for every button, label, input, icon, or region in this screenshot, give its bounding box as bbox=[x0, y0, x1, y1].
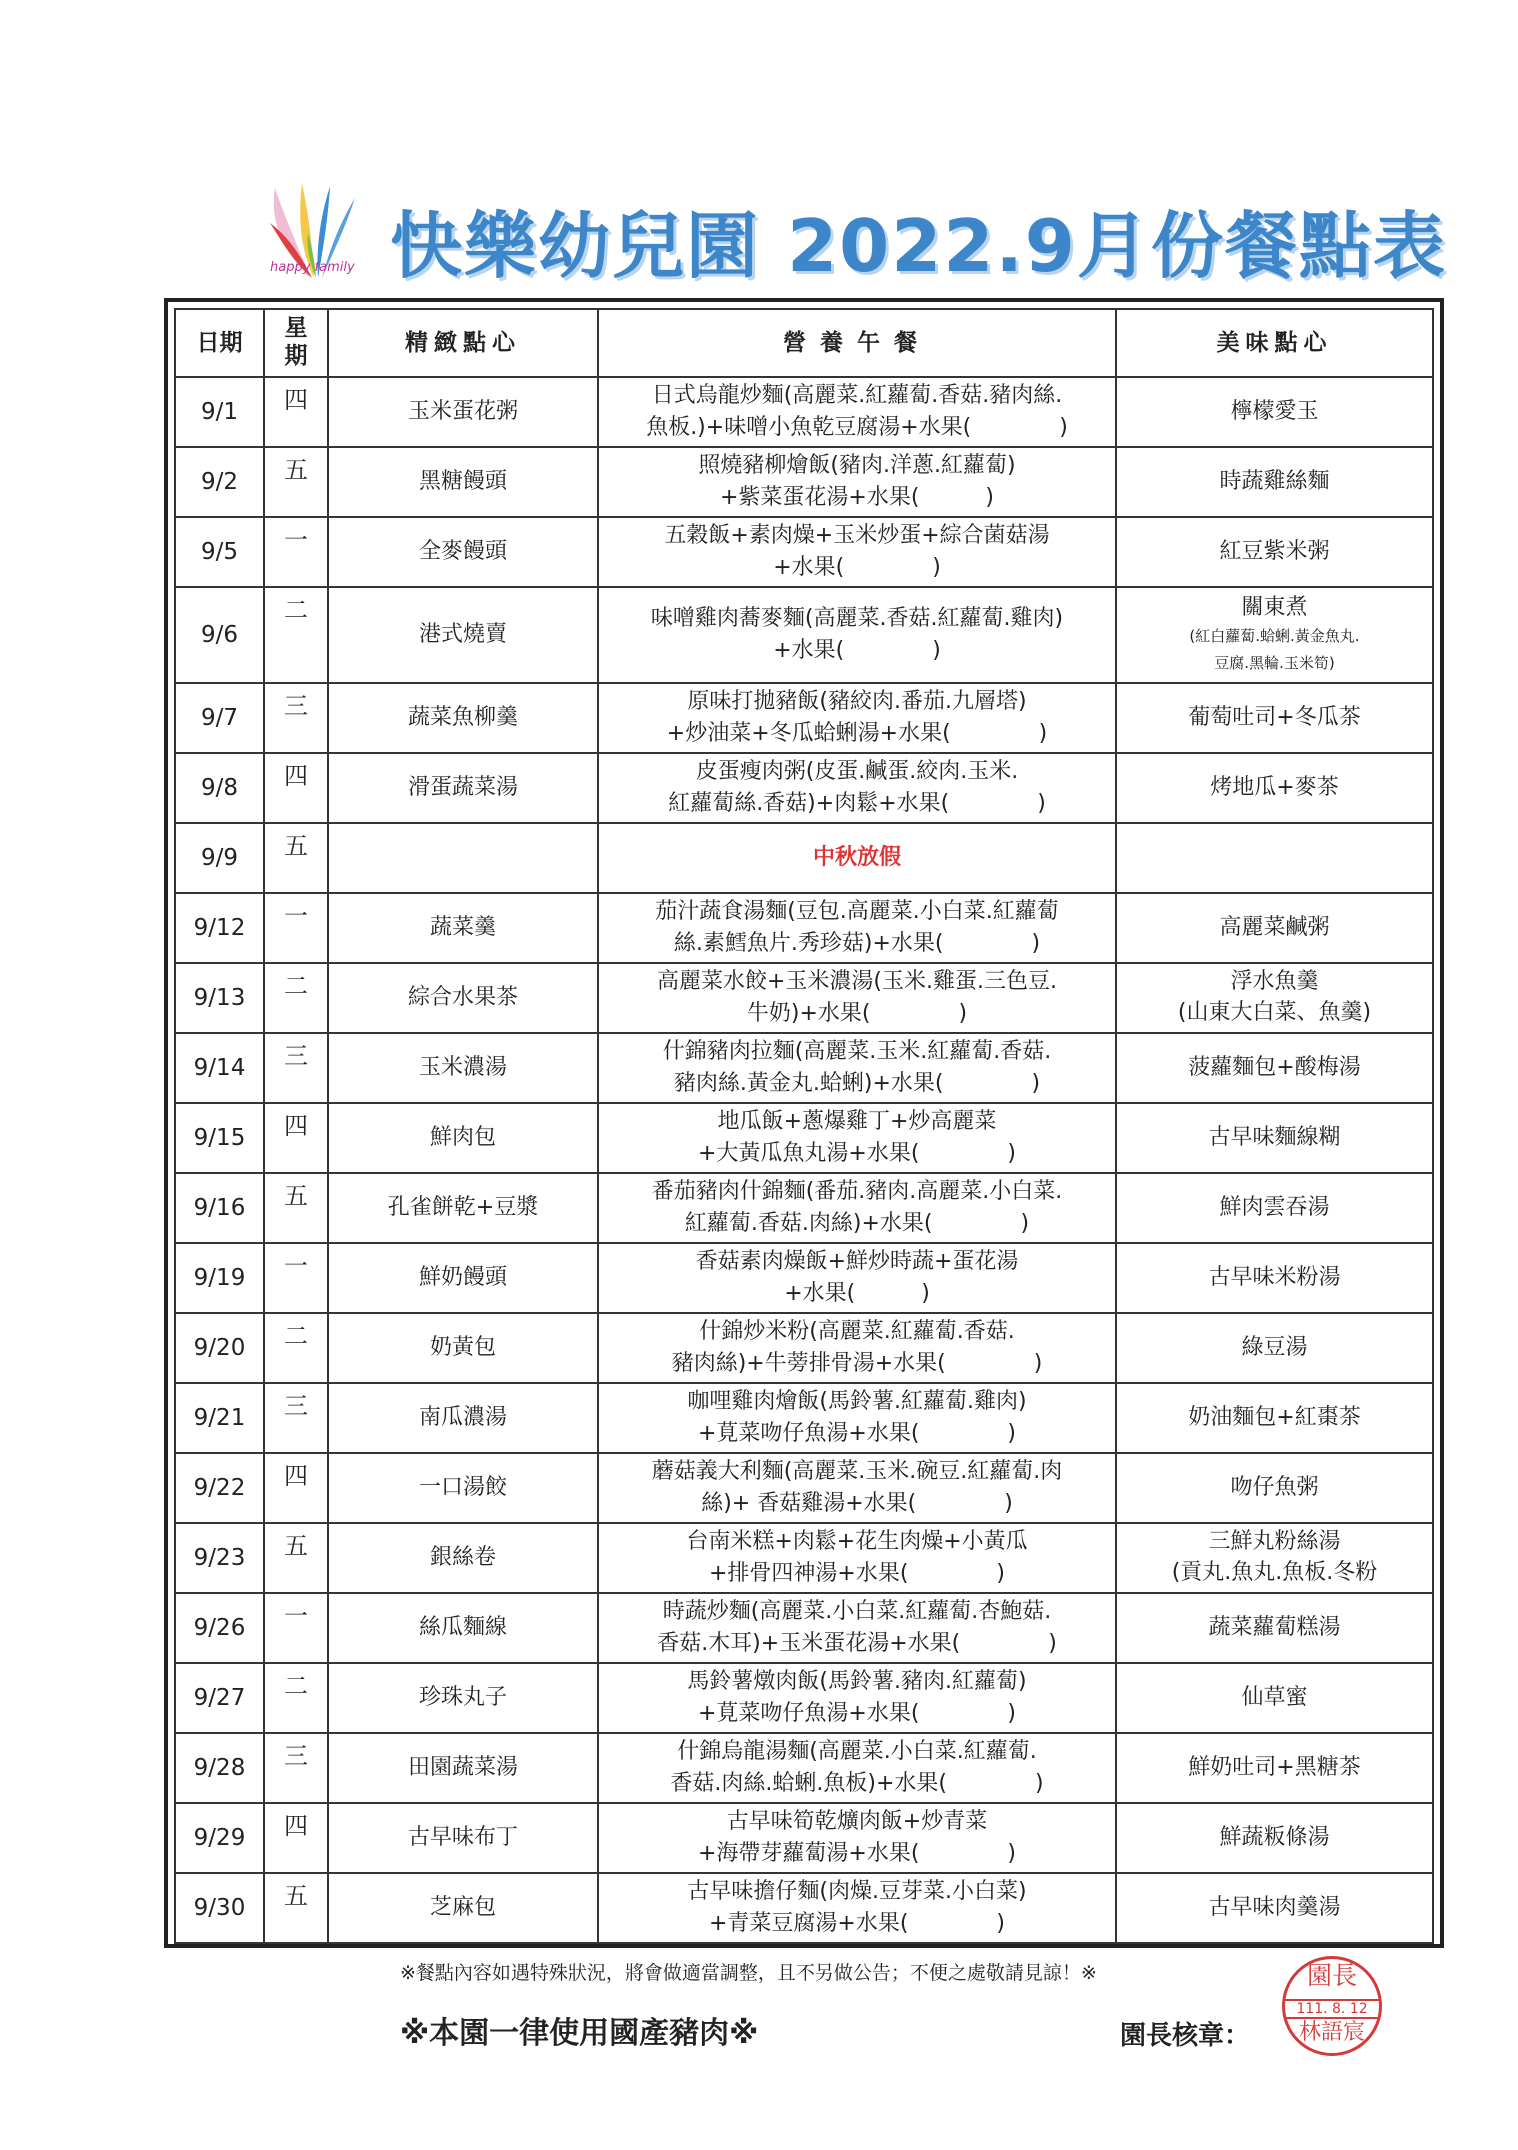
lunch-cell bbox=[598, 1593, 1116, 1663]
snack2-cell bbox=[1116, 1173, 1433, 1243]
date-cell: 9/16 bbox=[175, 1173, 264, 1243]
snack2-cell bbox=[1116, 1803, 1433, 1873]
snack2-line: 三鮮丸粉絲湯 bbox=[1208, 1529, 1341, 1555]
lunch-line: 時蔬炒麵(高麗菜.小白菜.紅蘿蔔.杏鮑菇. bbox=[662, 1599, 1052, 1625]
lunch-line: 茄汁蔬食湯麵(豆包.高麗菜.小白菜.紅蘿蔔 bbox=[655, 899, 1059, 925]
snack1-cell: 絲瓜麵線 bbox=[328, 1593, 598, 1663]
lunch-line: 咖哩雞肉燴飯(馬鈴薯.紅蘿蔔.雞肉) bbox=[687, 1389, 1027, 1415]
snack1-cell: 蔬菜羹 bbox=[328, 893, 598, 963]
table-row bbox=[175, 377, 1433, 447]
menu-table-frame bbox=[164, 298, 1444, 1948]
weekday-cell: 一 bbox=[264, 1593, 328, 1663]
snack2-line: 鮮肉雲吞湯 bbox=[1219, 1194, 1330, 1220]
weekday-cell: 二 bbox=[264, 963, 328, 1033]
lunch-line: +水果( ) bbox=[773, 638, 941, 663]
snack2-cell bbox=[1116, 683, 1433, 753]
snack1-cell: 綜合水果茶 bbox=[328, 963, 598, 1033]
snack1-cell: 孔雀餅乾+豆漿 bbox=[328, 1173, 598, 1243]
snack1-cell: 古早味布丁 bbox=[328, 1803, 598, 1873]
snack1-cell: 鮮奶饅頭 bbox=[328, 1243, 598, 1313]
snack2-cell bbox=[1116, 1733, 1433, 1803]
weekday-cell: 一 bbox=[264, 893, 328, 963]
snack1-cell: 滑蛋蔬菜湯 bbox=[328, 753, 598, 823]
lunch-line: 紅蘿蔔.香菇.肉絲)+水果( ) bbox=[684, 1211, 1030, 1236]
lunch-line: +青菜豆腐湯+水果( ) bbox=[708, 1911, 1006, 1936]
weekday-cell: 一 bbox=[264, 1243, 328, 1313]
snack1-cell: 芝麻包 bbox=[328, 1873, 598, 1943]
snack2-line: 仙草蜜 bbox=[1241, 1684, 1308, 1710]
table-row bbox=[175, 1243, 1433, 1313]
lunch-cell bbox=[598, 963, 1116, 1033]
snack1-cell: 珍珠丸子 bbox=[328, 1663, 598, 1733]
snack2-cell bbox=[1116, 1103, 1433, 1173]
snack2-line: 古早味麵線糊 bbox=[1208, 1124, 1341, 1150]
lunch-cell bbox=[598, 447, 1116, 517]
date-cell: 9/19 bbox=[175, 1243, 264, 1313]
snack2-cell bbox=[1116, 1593, 1433, 1663]
date-cell: 9/23 bbox=[175, 1523, 264, 1593]
lunch-cell bbox=[598, 1173, 1116, 1243]
lunch-line: 紅蘿蔔絲.香菇)+肉鬆+水果( ) bbox=[668, 791, 1046, 816]
date-cell: 9/14 bbox=[175, 1033, 264, 1103]
seal-name: 林語宸 bbox=[1298, 2020, 1365, 2045]
date-cell: 9/7 bbox=[175, 683, 264, 753]
snack2-line: 吻仔魚粥 bbox=[1230, 1474, 1319, 1500]
date-cell: 9/15 bbox=[175, 1103, 264, 1173]
lunch-line: 什錦豬肉拉麵(高麗菜.玉米.紅蘿蔔.香菇. bbox=[662, 1039, 1052, 1065]
date-cell: 9/20 bbox=[175, 1313, 264, 1383]
date-cell: 9/1 bbox=[175, 377, 264, 447]
lunch-cell bbox=[598, 587, 1116, 683]
lunch-line: 豬肉絲.黃金丸.蛤蜊)+水果( ) bbox=[673, 1071, 1041, 1096]
lunch-line: 日式烏龍炒麵(高麗菜.紅蘿蔔.香菇.豬肉絲. bbox=[651, 383, 1063, 409]
table-row bbox=[175, 963, 1433, 1033]
footer-note: ※餐點內容如遇特殊狀況，將會做適當調整，且不另做公告；不便之處敬請見諒！※ bbox=[400, 1962, 1097, 1984]
weekday-cell: 三 bbox=[264, 1733, 328, 1803]
header-snack2: 美味點心 bbox=[1116, 309, 1433, 377]
lunch-cell bbox=[598, 683, 1116, 753]
weekday-cell: 二 bbox=[264, 1663, 328, 1733]
lunch-line: 古早味筍乾爌肉飯+炒青菜 bbox=[726, 1809, 988, 1835]
lunch-line: +莧菜吻仔魚湯+水果( ) bbox=[697, 1421, 1017, 1446]
snack1-cell: 蔬菜魚柳羹 bbox=[328, 683, 598, 753]
date-cell: 9/30 bbox=[175, 1873, 264, 1943]
table-row bbox=[175, 587, 1433, 683]
lunch-line: +水果( ) bbox=[773, 555, 941, 580]
lunch-cell bbox=[598, 1873, 1116, 1943]
snack2-line: (貢丸.魚丸.魚板.冬粉 bbox=[1171, 1560, 1378, 1585]
table-row bbox=[175, 823, 1433, 893]
snack1-cell: 鮮肉包 bbox=[328, 1103, 598, 1173]
lunch-cell bbox=[598, 1453, 1116, 1523]
snack2-line: 奶油麵包+紅棗茶 bbox=[1188, 1404, 1361, 1430]
weekday-cell: 二 bbox=[264, 587, 328, 683]
lunch-line: 照燒豬柳燴飯(豬肉.洋蔥.紅蘿蔔) bbox=[698, 453, 1016, 479]
seal-date: 111. 8. 12 bbox=[1285, 1999, 1379, 2019]
lunch-line: 什錦炒米粉(高麗菜.紅蘿蔔.香菇. bbox=[699, 1319, 1015, 1345]
snack2-cell bbox=[1116, 587, 1433, 683]
snack2-cell bbox=[1116, 753, 1433, 823]
table-row bbox=[175, 1663, 1433, 1733]
snack2-cell bbox=[1116, 1453, 1433, 1523]
snack2-line: 烤地瓜+麥茶 bbox=[1210, 774, 1339, 800]
table-row bbox=[175, 1803, 1433, 1873]
lunch-cell bbox=[598, 1033, 1116, 1103]
date-cell: 9/21 bbox=[175, 1383, 264, 1453]
lunch-cell bbox=[598, 377, 1116, 447]
lunch-line: +紫菜蛋花湯+水果( ) bbox=[719, 485, 995, 510]
lunch-line: +水果( ) bbox=[784, 1281, 930, 1306]
lunch-line: +海帶芽蘿蔔湯+水果( ) bbox=[697, 1841, 1017, 1866]
lunch-line: 台南米糕+肉鬆+花生肉燥+小黃瓜 bbox=[686, 1529, 1028, 1555]
table-row bbox=[175, 1593, 1433, 1663]
date-cell: 9/8 bbox=[175, 753, 264, 823]
snack2-line: 古早味米粉湯 bbox=[1208, 1264, 1341, 1290]
lunch-line: 香菇素肉燥飯+鮮炒時蔬+蛋花湯 bbox=[695, 1249, 1019, 1275]
weekday-cell: 四 bbox=[264, 1103, 328, 1173]
lunch-cell bbox=[598, 1803, 1116, 1873]
snack1-cell: 玉米蛋花粥 bbox=[328, 377, 598, 447]
header-lunch: 營養午餐 bbox=[598, 309, 1116, 377]
snack1-cell: 田園蔬菜湯 bbox=[328, 1733, 598, 1803]
snack1-cell: 黑糖饅頭 bbox=[328, 447, 598, 517]
weekday-cell: 三 bbox=[264, 1383, 328, 1453]
date-cell: 9/29 bbox=[175, 1803, 264, 1873]
lunch-line: +炒油菜+冬瓜蛤蜊湯+水果( ) bbox=[666, 721, 1048, 746]
snack2-line: 關東煮 bbox=[1241, 594, 1308, 620]
snack1-cell: 玉米濃湯 bbox=[328, 1033, 598, 1103]
lunch-line: 味噌雞肉蕎麥麵(高麗菜.香菇.紅蘿蔔.雞肉) bbox=[650, 606, 1064, 632]
lunch-cell bbox=[598, 1103, 1116, 1173]
date-cell: 9/2 bbox=[175, 447, 264, 517]
lunch-line: 番茄豬肉什錦麵(番茄.豬肉.高麗菜.小白菜. bbox=[651, 1179, 1063, 1205]
date-cell: 9/26 bbox=[175, 1593, 264, 1663]
lunch-line: 五穀飯+素肉燥+玉米炒蛋+綜合菌菇湯 bbox=[664, 523, 1050, 549]
snack1-cell: 奶黃包 bbox=[328, 1313, 598, 1383]
date-cell: 9/13 bbox=[175, 963, 264, 1033]
director-approval-label: 園長核章： bbox=[1120, 2021, 1251, 2051]
snack2-cell bbox=[1116, 1033, 1433, 1103]
lunch-line: 香菇.肉絲.蛤蜊.魚板)+水果( ) bbox=[670, 1771, 1044, 1796]
snack2-line: 古早味肉羹湯 bbox=[1208, 1894, 1341, 1920]
table-row bbox=[175, 1383, 1433, 1453]
lunch-line: 香菇.木耳)+玉米蛋花湯+水果( ) bbox=[657, 1631, 1057, 1656]
table-row bbox=[175, 1453, 1433, 1523]
page-title: 快樂幼兒園 2022.9月份餐點表 bbox=[390, 204, 1447, 288]
seal-title: 園長 bbox=[1306, 1961, 1357, 1990]
snack2-cell bbox=[1116, 963, 1433, 1033]
snack2-cell bbox=[1116, 823, 1433, 893]
snack2-line: 檸檬愛玉 bbox=[1230, 398, 1319, 424]
lunch-line: +排骨四神湯+水果( ) bbox=[708, 1561, 1006, 1586]
header bbox=[240, 168, 1447, 298]
weekday-cell: 五 bbox=[264, 823, 328, 893]
snack2-line: 蔬菜蘿蔔糕湯 bbox=[1208, 1614, 1341, 1640]
snack2-line: 鮮蔬粄條湯 bbox=[1219, 1824, 1330, 1850]
table-row bbox=[175, 1733, 1433, 1803]
weekday-cell: 三 bbox=[264, 683, 328, 753]
table-row bbox=[175, 1873, 1433, 1943]
snack2-cell bbox=[1116, 1873, 1433, 1943]
weekday-cell: 三 bbox=[264, 1033, 328, 1103]
snack2-line: 紅豆紫米粥 bbox=[1219, 538, 1330, 564]
table-row bbox=[175, 1523, 1433, 1593]
table-row bbox=[175, 893, 1433, 963]
snack2-cell bbox=[1116, 1243, 1433, 1313]
table-row bbox=[175, 1033, 1433, 1103]
weekday-cell: 一 bbox=[264, 517, 328, 587]
lunch-line: +大黃瓜魚丸湯+水果( ) bbox=[697, 1141, 1017, 1166]
weekday-cell: 四 bbox=[264, 1453, 328, 1523]
snack2-line: (山東大白菜、魚羹) bbox=[1177, 1000, 1372, 1025]
weekday-cell: 五 bbox=[264, 1173, 328, 1243]
date-cell: 9/27 bbox=[175, 1663, 264, 1733]
weekday-cell: 四 bbox=[264, 753, 328, 823]
snack2-cell bbox=[1116, 1523, 1433, 1593]
snack2-line: 浮水魚羹 bbox=[1230, 969, 1319, 995]
snack2-cell bbox=[1116, 1313, 1433, 1383]
weekday-cell: 五 bbox=[264, 1523, 328, 1593]
lunch-line: +莧菜吻仔魚湯+水果( ) bbox=[697, 1701, 1017, 1726]
snack2-line: 葡萄吐司+冬瓜茶 bbox=[1188, 704, 1361, 730]
snack2-detail: 豆腐.黑輪.玉米筍) bbox=[1214, 654, 1335, 673]
pork-statement: ※本園一律使用國產豬肉※ bbox=[400, 2016, 759, 2051]
lunch-cell bbox=[598, 893, 1116, 963]
lunch-line: 絲)+ 香菇雞湯+水果( ) bbox=[701, 1491, 1013, 1516]
snack2-line: 時蔬雞絲麵 bbox=[1219, 468, 1330, 494]
table-row bbox=[175, 517, 1433, 587]
header-date: 日期 bbox=[175, 309, 264, 377]
header-snack1: 精緻點心 bbox=[328, 309, 598, 377]
table-row bbox=[175, 1103, 1433, 1173]
lunch-cell bbox=[598, 517, 1116, 587]
lunch-line: 古早味擔仔麵(肉燥.豆芽菜.小白菜) bbox=[687, 1879, 1027, 1905]
lunch-line: 什錦烏龍湯麵(高麗菜.小白菜.紅蘿蔔. bbox=[677, 1739, 1037, 1765]
lunch-line: 原味打拋豬飯(豬絞肉.番茄.九層塔) bbox=[687, 689, 1027, 715]
holiday-cell: 中秋放假 bbox=[598, 823, 1116, 893]
lunch-line: 蘑菇義大利麵(高麗菜.玉米.碗豆.紅蘿蔔.肉 bbox=[651, 1459, 1063, 1485]
weekday-cell: 五 bbox=[264, 447, 328, 517]
lunch-line: 牛奶)+水果( ) bbox=[746, 1001, 968, 1026]
weekday-cell: 五 bbox=[264, 1873, 328, 1943]
lunch-line: 皮蛋瘦肉粥(皮蛋.鹹蛋.絞肉.玉米. bbox=[695, 759, 1019, 785]
table-row bbox=[175, 753, 1433, 823]
snack1-cell: 港式燒賣 bbox=[328, 587, 598, 683]
snack2-cell bbox=[1116, 447, 1433, 517]
weekday-cell: 二 bbox=[264, 1313, 328, 1383]
snack1-cell: 全麥饅頭 bbox=[328, 517, 598, 587]
lunch-line: 絲.素鱈魚片.秀珍菇)+水果( ) bbox=[673, 931, 1041, 956]
table-row bbox=[175, 1173, 1433, 1243]
lunch-cell bbox=[598, 1243, 1116, 1313]
table-header-row bbox=[175, 309, 1433, 377]
date-cell: 9/9 bbox=[175, 823, 264, 893]
snack1-cell: 一口湯餃 bbox=[328, 1453, 598, 1523]
table-row bbox=[175, 683, 1433, 753]
header-weekday: 星 期 bbox=[264, 309, 328, 377]
snack2-cell bbox=[1116, 1383, 1433, 1453]
weekday-cell: 四 bbox=[264, 377, 328, 447]
snack2-line: 高麗菜鹹粥 bbox=[1219, 914, 1330, 940]
date-cell: 9/6 bbox=[175, 587, 264, 683]
snack2-detail: (紅白蘿蔔.蛤蜊.黃金魚丸. bbox=[1189, 627, 1360, 646]
snack1-cell: 南瓜濃湯 bbox=[328, 1383, 598, 1453]
lunch-line: 地瓜飯+蔥爆雞丁+炒高麗菜 bbox=[717, 1109, 997, 1135]
date-cell: 9/28 bbox=[175, 1733, 264, 1803]
weekday-cell: 四 bbox=[264, 1803, 328, 1873]
date-cell: 9/12 bbox=[175, 893, 264, 963]
lunch-cell bbox=[598, 1313, 1116, 1383]
lunch-cell bbox=[598, 1383, 1116, 1453]
table-row bbox=[175, 1313, 1433, 1383]
lunch-cell bbox=[598, 753, 1116, 823]
snack2-line: 菠蘿麵包+酸梅湯 bbox=[1188, 1054, 1361, 1080]
date-cell: 9/5 bbox=[175, 517, 264, 587]
snack2-line: 綠豆湯 bbox=[1241, 1334, 1308, 1360]
lunch-cell bbox=[598, 1663, 1116, 1733]
director-seal bbox=[1282, 1956, 1382, 2056]
snack1-cell bbox=[328, 823, 598, 893]
snack2-cell bbox=[1116, 517, 1433, 587]
snack1-cell: 銀絲卷 bbox=[328, 1523, 598, 1593]
menu-table bbox=[174, 308, 1434, 1944]
snack2-cell bbox=[1116, 893, 1433, 963]
lunch-line: 豬肉絲)+牛蒡排骨湯+水果( ) bbox=[671, 1351, 1043, 1376]
lunch-line: 高麗菜水餃+玉米濃湯(玉米.雞蛋.三色豆. bbox=[657, 969, 1057, 995]
date-cell: 9/22 bbox=[175, 1453, 264, 1523]
logo-text: happy family bbox=[270, 260, 355, 275]
lunch-cell bbox=[598, 1523, 1116, 1593]
lunch-line: 魚板.)+味噌小魚乾豆腐湯+水果( ) bbox=[646, 415, 1068, 440]
lunch-line: 馬鈴薯燉肉飯(馬鈴薯.豬肉.紅蘿蔔) bbox=[687, 1669, 1027, 1695]
snack2-cell bbox=[1116, 377, 1433, 447]
lunch-cell bbox=[598, 1733, 1116, 1803]
snack2-cell bbox=[1116, 1663, 1433, 1733]
table-row bbox=[175, 447, 1433, 517]
snack2-line: 鮮奶吐司+黑糖茶 bbox=[1188, 1754, 1361, 1780]
